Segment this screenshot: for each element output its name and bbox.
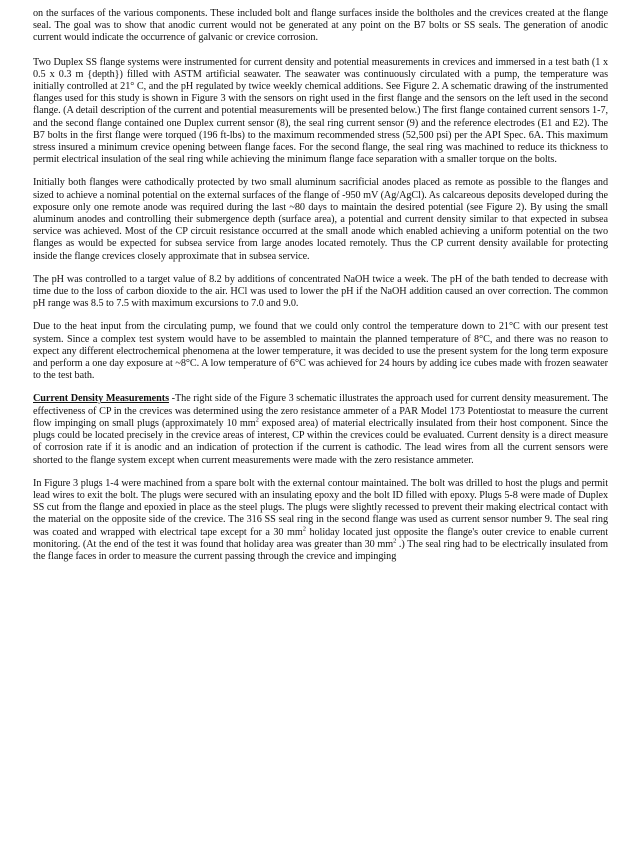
paragraph-7-text-b: holiday located just opposite the flange's outer crevice to enable current monitoring. (At the end of the test it was found that holiday area was greater than 30 mm <box>33 526 608 550</box>
paragraph-7-text-c: .) The seal ring had to be electrically insulated from the flange faces in order to measure the current passing through the crevice and impinging <box>33 538 608 562</box>
paragraph-2: Two Duplex SS flange systems were instrumented for current density and potential measurements in crevices and immersed in a test bath (1 x 0.5 x 0.3 m {depth}) filled with ASTM artificial seawater. The seawater was continuously circulated with a pump, the temperature was initially controlled at 21° C, and the pH regulated by twice weekly chemical additions. See Figure 2. A schematic drawing of the instrumented flanges used for this study is shown in Figure 3 with the sensors on right used in the first flange and the sensors on the left used in the second flange. (A detail description of the current and potential measurements will be presented below.) The first flange contained current sensors 1-7, and the second flange contained one Duplex current sensor (8), the seal ring current sensor (9) and the reference electrodes (E1 and E2). The B7 bolts in the first flange were torqued (196 ft-lbs) to the maximum recommended stress (52,500 psi) per the API Spec. 6A. This maximum stress insured a minimum crevice opening between flange faces. For the second flange, the seal ring was machined to reduce its thickness to permit electrical insulation of the seal ring while achieving the minimum flange face separation with a smaller torque on the bolts. <box>33 56 608 166</box>
paragraph-6-text-b: exposed area) of material electrically insulated from their host component. Since the plugs could be located precisely in the crevice areas of interest, CP within the crevices could be evaluated. Current density is a direct measure of corrosion rate if it is anodic and an indication of protection if the current is cathodic. The lead wires from all the current sensors were shorted to the flange system except when current measurements were made with the zero resistance ammeter. <box>33 417 608 466</box>
superscript: 2 <box>255 416 259 424</box>
paragraph-5: Due to the heat input from the circulating pump, we found that we could only control the temperature down to 21°C with our present test system. Since a complex test system would have to be assembled to maintain the planned temperature of 8°C, and there was no reason to expect any different electrochemical phenomena at the lower temperature, it was decided to use the present system for the long term exposure and perform a one day exposure at ~8°C. A low temperature of 6°C was achieved for 24 hours by adding ice cubes made with frozen seawater to the test bath. <box>33 321 608 382</box>
paragraph-6-text-a: -The right side of the Figure 3 schematic illustrates the approach used for current density measurement. The effectiveness of CP in the crevices was determined using the zero resistance ammeter of a PAR Model 173 Potentiostat to measure the current flow impinging on small plugs (approximately 10 mm <box>33 393 609 429</box>
paragraph-7-text-a: In Figure 3 plugs 1-4 were machined from a spare bolt with the external contour maintained. The bolt was drilled to host the plugs and permit lead wires to exit the bolt. The plugs were secured with an insulating epoxy and the bolt ID filled with epoxy. Plugs 5-8 were made of Duplex SS cut from the flange and epoxied in place as the steel plugs. The plugs were slightly recessed to prevent their making electrical contact with the material on the opposite side of the crevice. The 316 SS seal ring in the second flange was used as current sensor number 9. The seal ring was coated and wrapped with electrical tape except for a 30 mm <box>33 477 608 538</box>
paragraph-4: The pH was controlled to a target value of 8.2 by additions of concentrated NaOH twice a week. The pH of the bath tended to decrease with time due to the loss of carbon dioxide to the air. HCl was used to lower the pH if the NaOH addition caused an over correction. The common pH range was 8.5 to 7.5 with maximum excursions to 7.0 and 9.0. <box>33 273 608 310</box>
paragraph-3: Initially both flanges were cathodically protected by two small aluminum sacrificial anodes placed as remote as possible to the flanges and sized to achieve a nominal potential on the external surfaces of the flange of -950 mV (Ag/AgCl). As calcareous deposits developed during the exposure only one remote anode was required during the last ~80 days to maintain the desired potential (see Figure 2). By using the small aluminum anodes and controlling their submergence depth (surface area), a potential and current density similar to that expected in subsea service was achieved. Most of the CP circuit resistance occurred at the small anode which enabled achieving a uniform potential on the two flanges as would be expected for subsea service from large anodes located remotely. Thus the CP current density available for protecting inside the flange crevices closely approximate that in subsea service. <box>33 177 608 262</box>
superscript: 2 <box>393 537 397 545</box>
superscript: 2 <box>302 525 306 533</box>
section-heading: Current Density Measurements <box>33 393 169 405</box>
paragraph-6 <box>33 393 608 466</box>
paragraph-1: on the surfaces of the various components. These included bolt and flange surfaces inside the boltholes and the crevices created at the flange seal. The goal was to show that anodic current would not be generated at any point on the B7 bolts or SS seals. The generation of anodic current would indicate the occurrence of galvanic or crevice corrosion. <box>33 8 608 44</box>
paragraph-7 <box>33 478 608 563</box>
